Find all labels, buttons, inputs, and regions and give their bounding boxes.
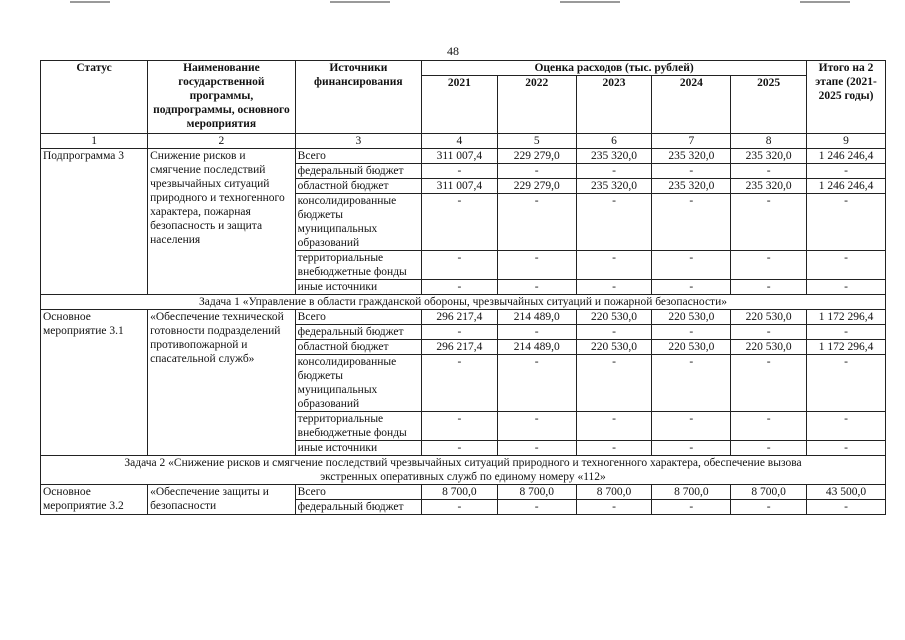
column-number: 6 [576,134,652,149]
header-row [41,61,886,76]
value-cell: - [576,355,652,412]
source-cell: областной бюджет [295,179,421,194]
value-cell: 8 700,0 [731,485,807,500]
column-number: 4 [422,134,498,149]
value-cell: 235 320,0 [652,149,731,164]
value-cell: 229 279,0 [497,149,576,164]
column-number: 2 [148,134,296,149]
scan-edge-marks [0,0,905,6]
value-cell: - [422,251,498,280]
value-cell: 8 700,0 [497,485,576,500]
source-cell: областной бюджет [295,340,421,355]
value-cell: 214 489,0 [497,340,576,355]
header-year: 2025 [731,76,807,134]
task-row [41,456,886,485]
source-cell: федеральный бюджет [295,325,421,340]
value-cell: - [807,412,886,441]
source-cell: иные источники [295,280,421,295]
value-cell: - [576,251,652,280]
header-sources: Источники финансирования [295,61,421,134]
value-cell: - [731,441,807,456]
source-cell: консолидированные бюджеты муниципальных образований [295,194,421,251]
header-total: Итого на 2 этапе (2021-2025 годы) [807,61,886,134]
value-cell: 296 217,4 [422,310,498,325]
source-cell: территориальные внебюджетные фонды [295,412,421,441]
source-cell: консолидированные бюджеты муниципальных образований [295,355,421,412]
value-cell: 220 530,0 [652,310,731,325]
task-heading [41,456,886,485]
value-cell: - [422,164,498,179]
value-cell: - [497,412,576,441]
value-cell: - [731,500,807,515]
status-cell: Основное мероприятие 3.2 [41,485,148,515]
column-numbers-row [41,134,886,149]
value-cell: - [422,355,498,412]
value-cell: - [652,194,731,251]
source-cell: Всего [295,310,421,325]
name-cell: Снижение рисков и смягчение последствий чрезвычайных ситуаций природного и техногенного характера, пожарная безопасность и защита населения [148,149,296,295]
source-cell: Всего [295,485,421,500]
column-number: 5 [497,134,576,149]
value-cell: - [652,355,731,412]
value-cell: - [576,194,652,251]
header-estimate: Оценка расходов (тыс. рублей) [422,61,807,76]
value-cell: - [731,194,807,251]
value-cell: - [576,500,652,515]
value-cell: 220 530,0 [576,310,652,325]
column-number: 1 [41,134,148,149]
column-number: 3 [295,134,421,149]
header-year: 2024 [652,76,731,134]
value-cell: - [497,355,576,412]
value-cell: 1 246 246,4 [807,149,886,164]
table-row [41,149,886,164]
value-cell: - [497,441,576,456]
value-cell: 311 007,4 [422,149,498,164]
column-number: 9 [807,134,886,149]
value-cell: 220 530,0 [652,340,731,355]
name-cell: «Обеспечение защиты и безопасности [148,485,296,515]
value-cell: - [497,280,576,295]
budget-table [40,60,886,515]
value-cell: 235 320,0 [731,179,807,194]
value-cell: - [807,280,886,295]
value-cell: - [652,280,731,295]
value-cell: - [807,500,886,515]
value-cell: - [731,325,807,340]
value-cell: - [652,412,731,441]
value-cell: 8 700,0 [422,485,498,500]
value-cell: - [497,251,576,280]
value-cell: 43 500,0 [807,485,886,500]
value-cell: - [576,441,652,456]
source-cell: территориальные внебюджетные фонды [295,251,421,280]
value-cell: - [807,251,886,280]
source-cell: Всего [295,149,421,164]
value-cell: - [731,280,807,295]
value-cell: - [422,441,498,456]
value-cell: 235 320,0 [576,179,652,194]
value-cell: - [497,164,576,179]
value-cell: 1 246 246,4 [807,179,886,194]
value-cell: 229 279,0 [497,179,576,194]
value-cell: 235 320,0 [731,149,807,164]
value-cell: - [731,251,807,280]
value-cell: - [576,280,652,295]
status-cell: Основное мероприятие 3.1 [41,310,148,456]
value-cell: - [576,325,652,340]
value-cell: - [422,500,498,515]
source-cell: иные источники [295,441,421,456]
value-cell: - [497,194,576,251]
value-cell: 8 700,0 [652,485,731,500]
value-cell: - [652,164,731,179]
value-cell: 8 700,0 [576,485,652,500]
value-cell: - [731,355,807,412]
header-year: 2021 [422,76,498,134]
task-heading: Задача 1 «Управление в области гражданской обороны, чрезвычайных ситуаций и пожарной безопасности» [41,295,886,310]
header-status: Статус [41,61,148,134]
value-cell: - [807,325,886,340]
task-heading-line: Задача 2 «Снижение рисков и смягчение последствий чрезвычайных ситуаций природного и техногенного характера, обеспечение вызова [124,457,802,469]
value-cell: 311 007,4 [422,179,498,194]
value-cell: - [807,441,886,456]
value-cell: - [807,164,886,179]
value-cell: - [652,441,731,456]
name-cell: «Обеспечение технической готовности подразделений противопожарной и спасательной служб» [148,310,296,456]
value-cell: - [652,500,731,515]
header-name: Наименование государственной программы, подпрограммы, основного мероприятия [148,61,296,134]
value-cell: 296 217,4 [422,340,498,355]
status-cell: Подпрограмма 3 [41,149,148,295]
value-cell: 214 489,0 [497,310,576,325]
value-cell: - [652,325,731,340]
page-number: 48 [447,44,459,58]
task-row [41,295,886,310]
source-cell: федеральный бюджет [295,164,421,179]
value-cell: 220 530,0 [576,340,652,355]
value-cell: 220 530,0 [731,340,807,355]
value-cell: - [652,251,731,280]
value-cell: - [576,412,652,441]
value-cell: 235 320,0 [576,149,652,164]
value-cell: 1 172 296,4 [807,310,886,325]
value-cell: - [422,194,498,251]
value-cell: 1 172 296,4 [807,340,886,355]
value-cell: - [576,164,652,179]
column-number: 8 [731,134,807,149]
source-cell: федеральный бюджет [295,500,421,515]
value-cell: 220 530,0 [731,310,807,325]
value-cell: 235 320,0 [652,179,731,194]
value-cell: - [731,164,807,179]
task-heading-line: экстренных оперативных служб по единому номеру «112» [320,471,606,483]
value-cell: - [731,412,807,441]
value-cell: - [807,355,886,412]
value-cell: - [422,325,498,340]
value-cell: - [497,500,576,515]
value-cell: - [807,194,886,251]
column-number: 7 [652,134,731,149]
header-year: 2022 [497,76,576,134]
value-cell: - [497,325,576,340]
table-row [41,310,886,325]
value-cell: - [422,280,498,295]
table-row [41,485,886,500]
header-year: 2023 [576,76,652,134]
value-cell: - [422,412,498,441]
